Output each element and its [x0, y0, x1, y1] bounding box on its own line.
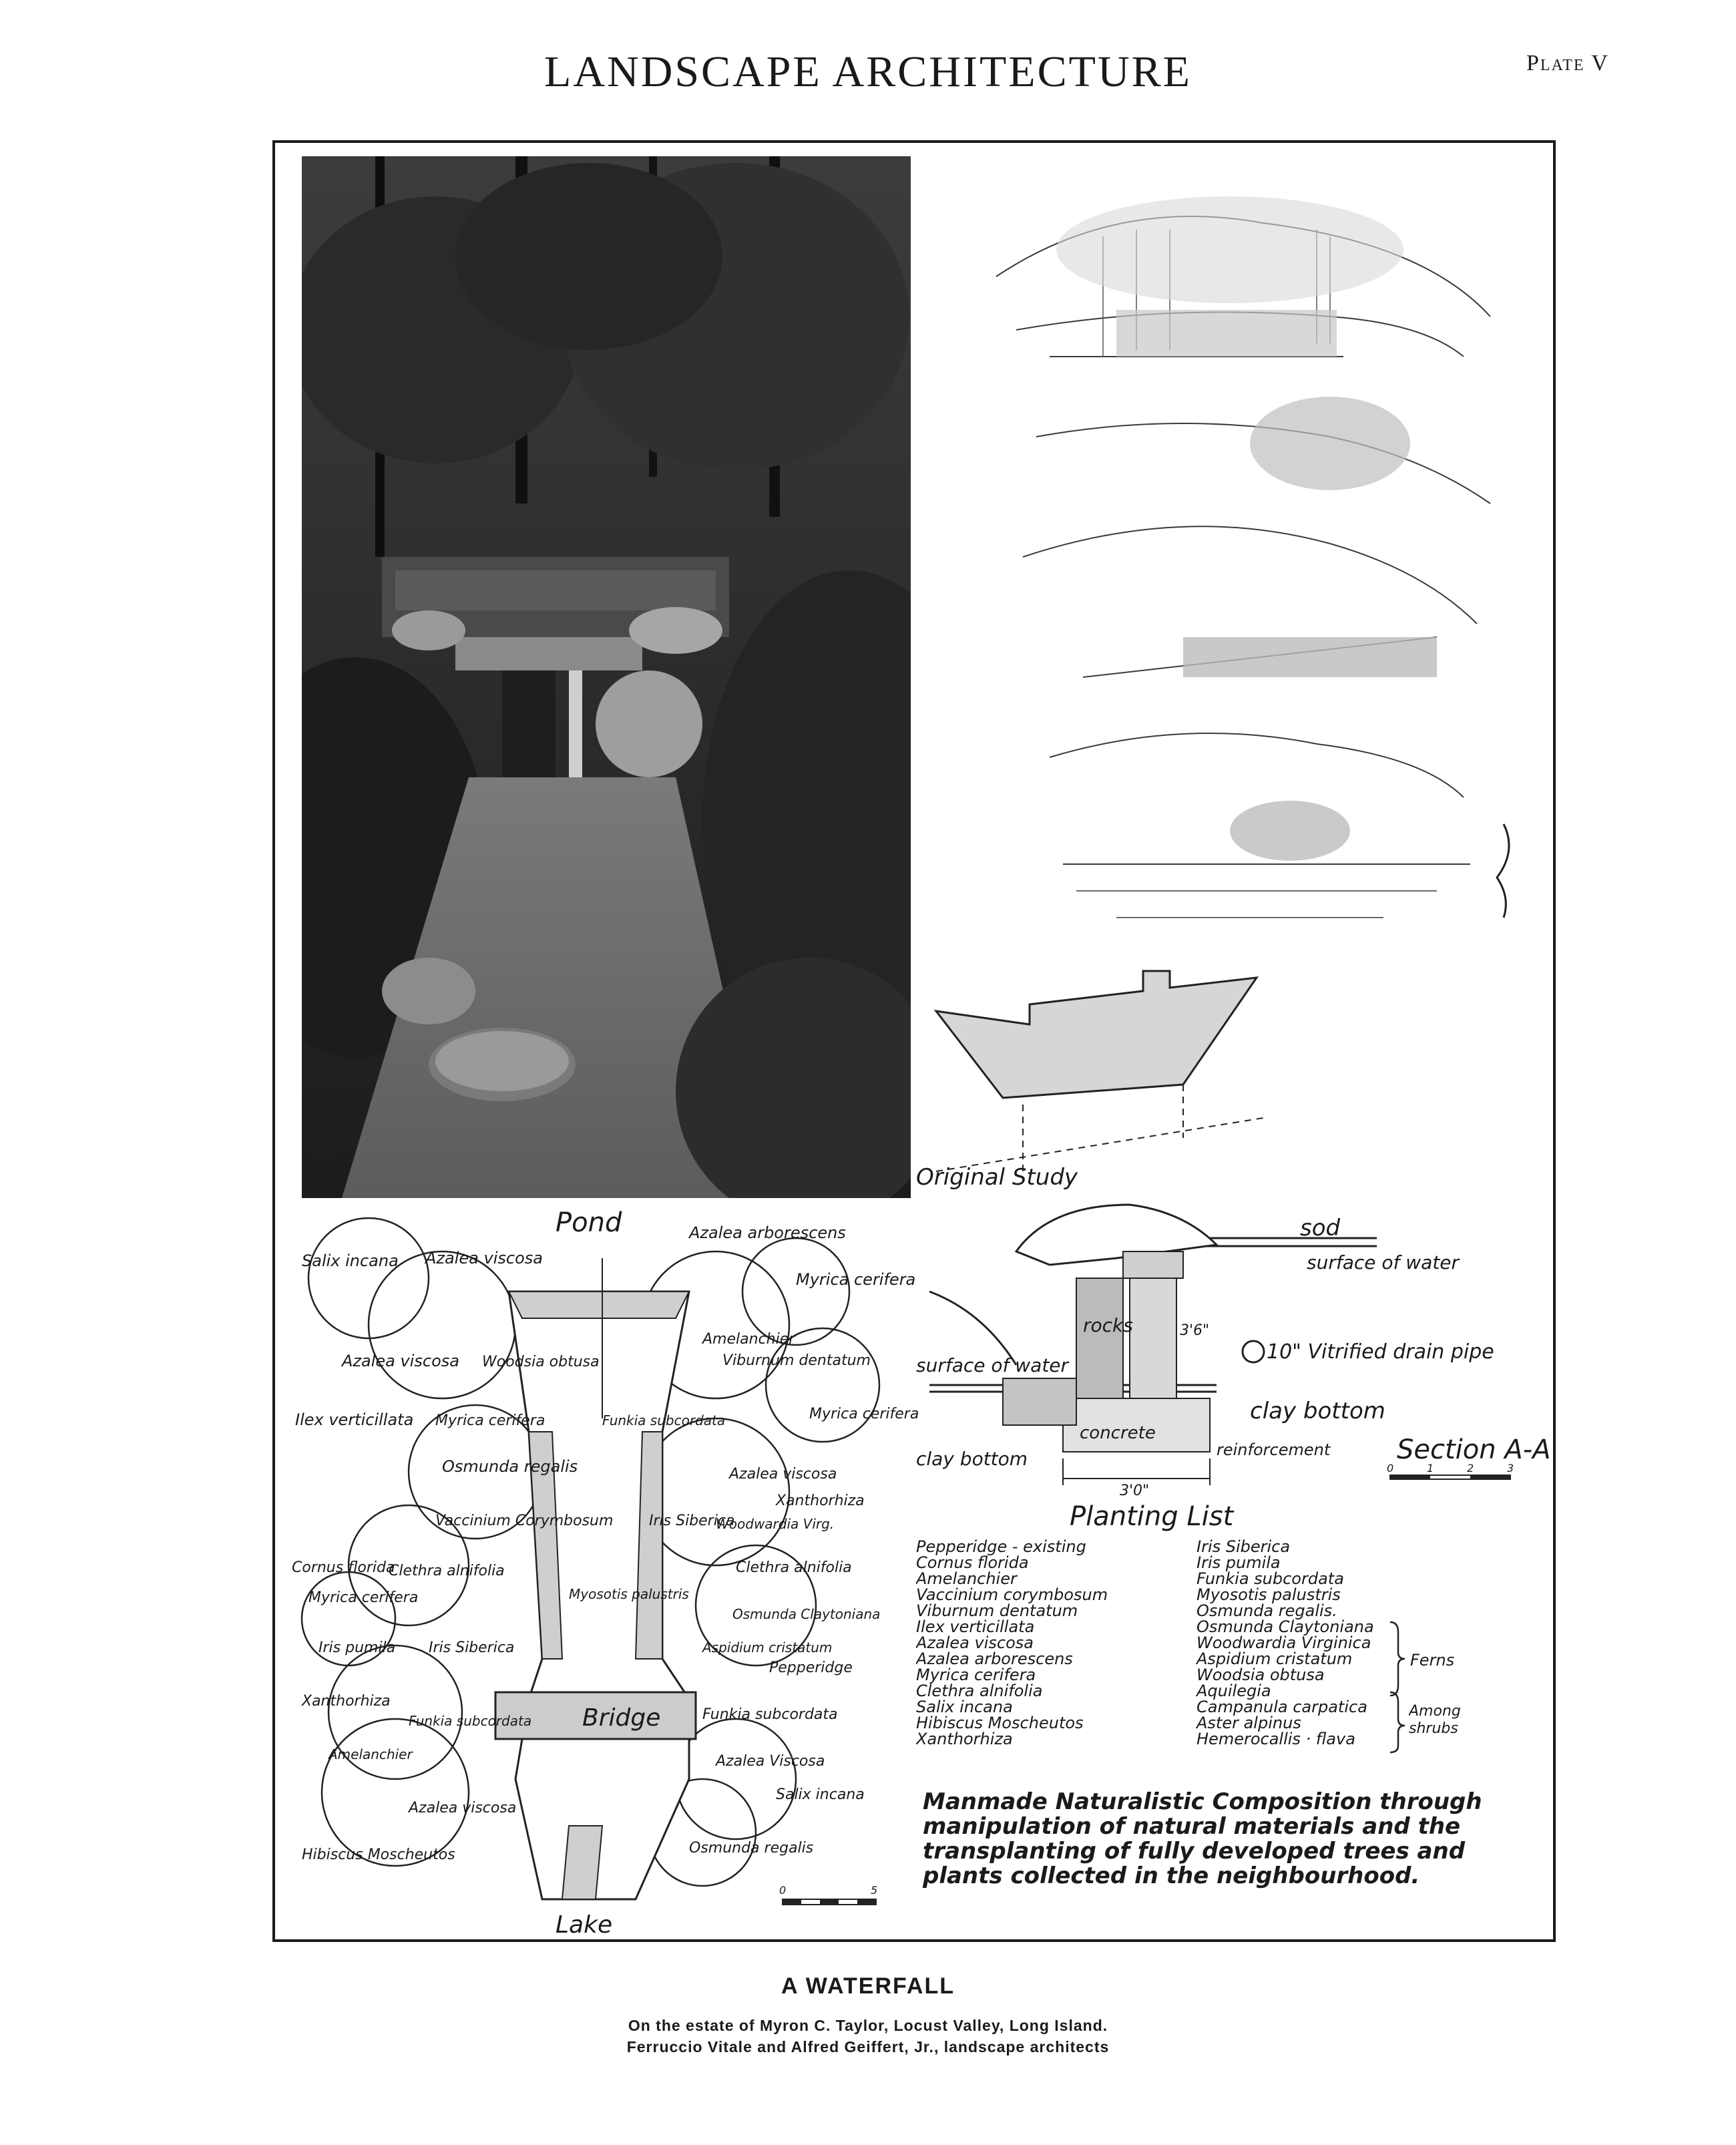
plan-label: Viburnum dentatum	[722, 1352, 871, 1369]
composition-note-line: manipulation of natural materials and the	[923, 1813, 1461, 1840]
figure-title: A WATERFALL	[781, 1973, 955, 1999]
plan-label: Myrica cerifera	[435, 1412, 546, 1429]
plan-label: Ilex verticillata	[295, 1410, 414, 1429]
planting-list-right-item: Iris pumila	[1197, 1553, 1281, 1572]
composition-note-line: transplanting of fully developed trees and	[923, 1838, 1466, 1865]
planting-list-left-item: Azalea viscosa	[916, 1633, 1034, 1652]
section-title: Section A-A	[1397, 1434, 1550, 1465]
plan-label: Osmunda regalis	[442, 1457, 578, 1476]
section-and-planting-list	[916, 1191, 1550, 1939]
plan-label: Azalea viscosa	[729, 1466, 837, 1483]
plan-label: Amelanchier	[329, 1746, 413, 1762]
planting-list-left-item: Myrica cerifera	[916, 1666, 1036, 1684]
plan-label: Osmunda Claytoniana	[732, 1606, 881, 1622]
plan-label: Woodsia obtusa	[482, 1354, 600, 1370]
pencil-sketch	[916, 156, 1550, 1198]
surface-water-top-label: surface of water	[1307, 1251, 1460, 1274]
section-scale-tick: 2	[1467, 1462, 1474, 1475]
plan-label: Aspidium cristatum	[702, 1639, 833, 1655]
plan-label: Xanthorhiza	[776, 1493, 865, 1509]
plan-label: Myrica cerifera	[796, 1270, 916, 1289]
shrubs-label-wrapper	[1409, 1703, 1469, 1750]
plate-frame	[272, 140, 1556, 1942]
height-dimension: 3'6"	[1180, 1322, 1210, 1339]
planting-list-left-item: Viburnum dentatum	[916, 1601, 1078, 1620]
plate-number: Plate V	[1526, 51, 1609, 75]
plan-label: Woodwardia Virg.	[716, 1516, 835, 1532]
plan-label: Vaccinium Corymbosum	[435, 1513, 614, 1529]
clay-bottom-right-label: clay bottom	[1250, 1398, 1385, 1424]
planting-list-right-item: Campanula carpatica	[1197, 1698, 1367, 1716]
caption-line-2: Ferruccio Vitale and Alfred Geiffert, Jr., landscape architects	[626, 2038, 1110, 2056]
plan-label: Pepperidge	[769, 1660, 853, 1676]
planting-list-left-item: Salix incana	[916, 1698, 1013, 1716]
plan-label: Azalea viscosa	[342, 1352, 459, 1370]
plan-label: Funkia subcordata	[602, 1412, 726, 1428]
surface-water-left-label: surface of water	[916, 1354, 1069, 1376]
clay-bottom-left-label: clay bottom	[916, 1448, 1028, 1470]
plan-scale-start: 0	[779, 1884, 787, 1897]
plan-label: Azalea viscosa	[409, 1800, 517, 1816]
sod-label: sod	[1300, 1215, 1341, 1241]
plan-label: Clethra alnifolia	[389, 1563, 505, 1579]
planting-list-left-item: Vaccinium corymbosum	[916, 1585, 1108, 1604]
planting-list-left-item: Amelanchier	[916, 1569, 1017, 1588]
lake-label: Lake	[556, 1911, 613, 1939]
planting-list-right-item: Osmunda Claytoniana	[1197, 1617, 1374, 1636]
plan-label: Myrica cerifera	[308, 1589, 419, 1606]
plan-label: Azalea arborescens	[689, 1223, 846, 1242]
planting-list-right-item: Funkia subcordata	[1197, 1569, 1344, 1588]
ferns-label: Ferns	[1410, 1651, 1455, 1670]
planting-list-left-item: Clethra alnifolia	[916, 1682, 1043, 1700]
plan-label: Amelanchier	[702, 1331, 795, 1348]
planting-list-right-item: Myosotis palustris	[1197, 1585, 1341, 1604]
planting-list-left-item: Cornus florida	[916, 1553, 1029, 1572]
planting-list-right-item: Woodsia obtusa	[1197, 1666, 1325, 1684]
planting-list-left-item: Ilex verticillata	[916, 1617, 1035, 1636]
plan-label: Clethra alnifolia	[736, 1559, 852, 1576]
drain-pipe-label: 10" Vitrified drain pipe	[1267, 1340, 1494, 1364]
concrete-label: concrete	[1080, 1423, 1156, 1443]
section-drawing	[916, 1191, 1550, 1939]
shrubs-label: Among shrubs	[1409, 1703, 1461, 1737]
plan-label: Salix incana	[302, 1251, 399, 1270]
plan-label: Osmunda regalis	[689, 1840, 814, 1857]
plan-label: Azalea viscosa	[425, 1249, 543, 1268]
plan-label: Iris Siberica	[429, 1639, 515, 1656]
plan-label: Iris Siberica	[649, 1513, 735, 1529]
planting-list-right-item: Woodwardia Virginica	[1197, 1633, 1371, 1652]
composition-note-line: Manmade Naturalistic Composition through	[923, 1788, 1482, 1815]
planting-list-right-item: Hemerocallis · flava	[1197, 1730, 1355, 1748]
planting-list-left-item: Azalea arborescens	[916, 1649, 1073, 1668]
planting-list-left-item: Hibiscus Moscheutos	[916, 1714, 1084, 1732]
photo-image	[302, 156, 911, 1198]
waterfall-photograph	[302, 156, 911, 1198]
section-scale-tick: 1	[1427, 1462, 1434, 1475]
section-scale-tick: 3	[1507, 1462, 1514, 1475]
plan-label: Azalea Viscosa	[716, 1753, 825, 1770]
planting-list-right-item: Aster alpinus	[1197, 1714, 1301, 1732]
page-header-title: LANDSCAPE ARCHITECTURE	[544, 47, 1192, 96]
plan-drawing	[288, 1191, 929, 1939]
section-scale-tick: 0	[1387, 1462, 1394, 1475]
rocks-label: rocks	[1083, 1314, 1133, 1336]
sketch-caption: Original Study	[916, 1164, 1078, 1191]
reinforcement-label: reinforcement	[1217, 1440, 1331, 1459]
planting-list-title: Planting List	[1070, 1501, 1234, 1532]
planting-plan	[288, 1191, 929, 1939]
planting-list-right-item: Iris Siberica	[1197, 1537, 1291, 1556]
pond-label: Pond	[556, 1207, 622, 1238]
plan-label: Hibiscus Moscheutos	[302, 1846, 455, 1863]
width-dimension: 3'0"	[1120, 1483, 1150, 1499]
composition-note-line: plants collected in the neighbourhood.	[923, 1863, 1420, 1889]
planting-list-right-item: Aspidium cristatum	[1197, 1649, 1353, 1668]
plan-label: Funkia subcordata	[702, 1706, 838, 1723]
planting-list-left-item: Xanthorhiza	[916, 1730, 1013, 1748]
bridge-label: Bridge	[582, 1704, 661, 1732]
plan-label: Iris pumila	[318, 1639, 396, 1656]
plan-label: Cornus florida	[292, 1559, 395, 1576]
caption-line-1: On the estate of Myron C. Taylor, Locust Valley, Long Island.	[628, 2017, 1108, 2034]
plan-label: Salix incana	[776, 1786, 865, 1803]
planting-list-right-item: Aquilegia	[1197, 1682, 1271, 1700]
planting-list-right-item: Osmunda regalis.	[1197, 1601, 1337, 1620]
plan-scale-end: 5	[871, 1884, 878, 1897]
plan-label: Funkia subcordata	[409, 1713, 532, 1729]
plan-label: Xanthorhiza	[302, 1693, 391, 1710]
plan-label: Myosotis palustris	[569, 1586, 689, 1602]
planting-list-left-item: Pepperidge - existing	[916, 1537, 1086, 1556]
plan-label: Myrica cerifera	[809, 1406, 919, 1422]
sketch-drawing	[916, 156, 1550, 1198]
